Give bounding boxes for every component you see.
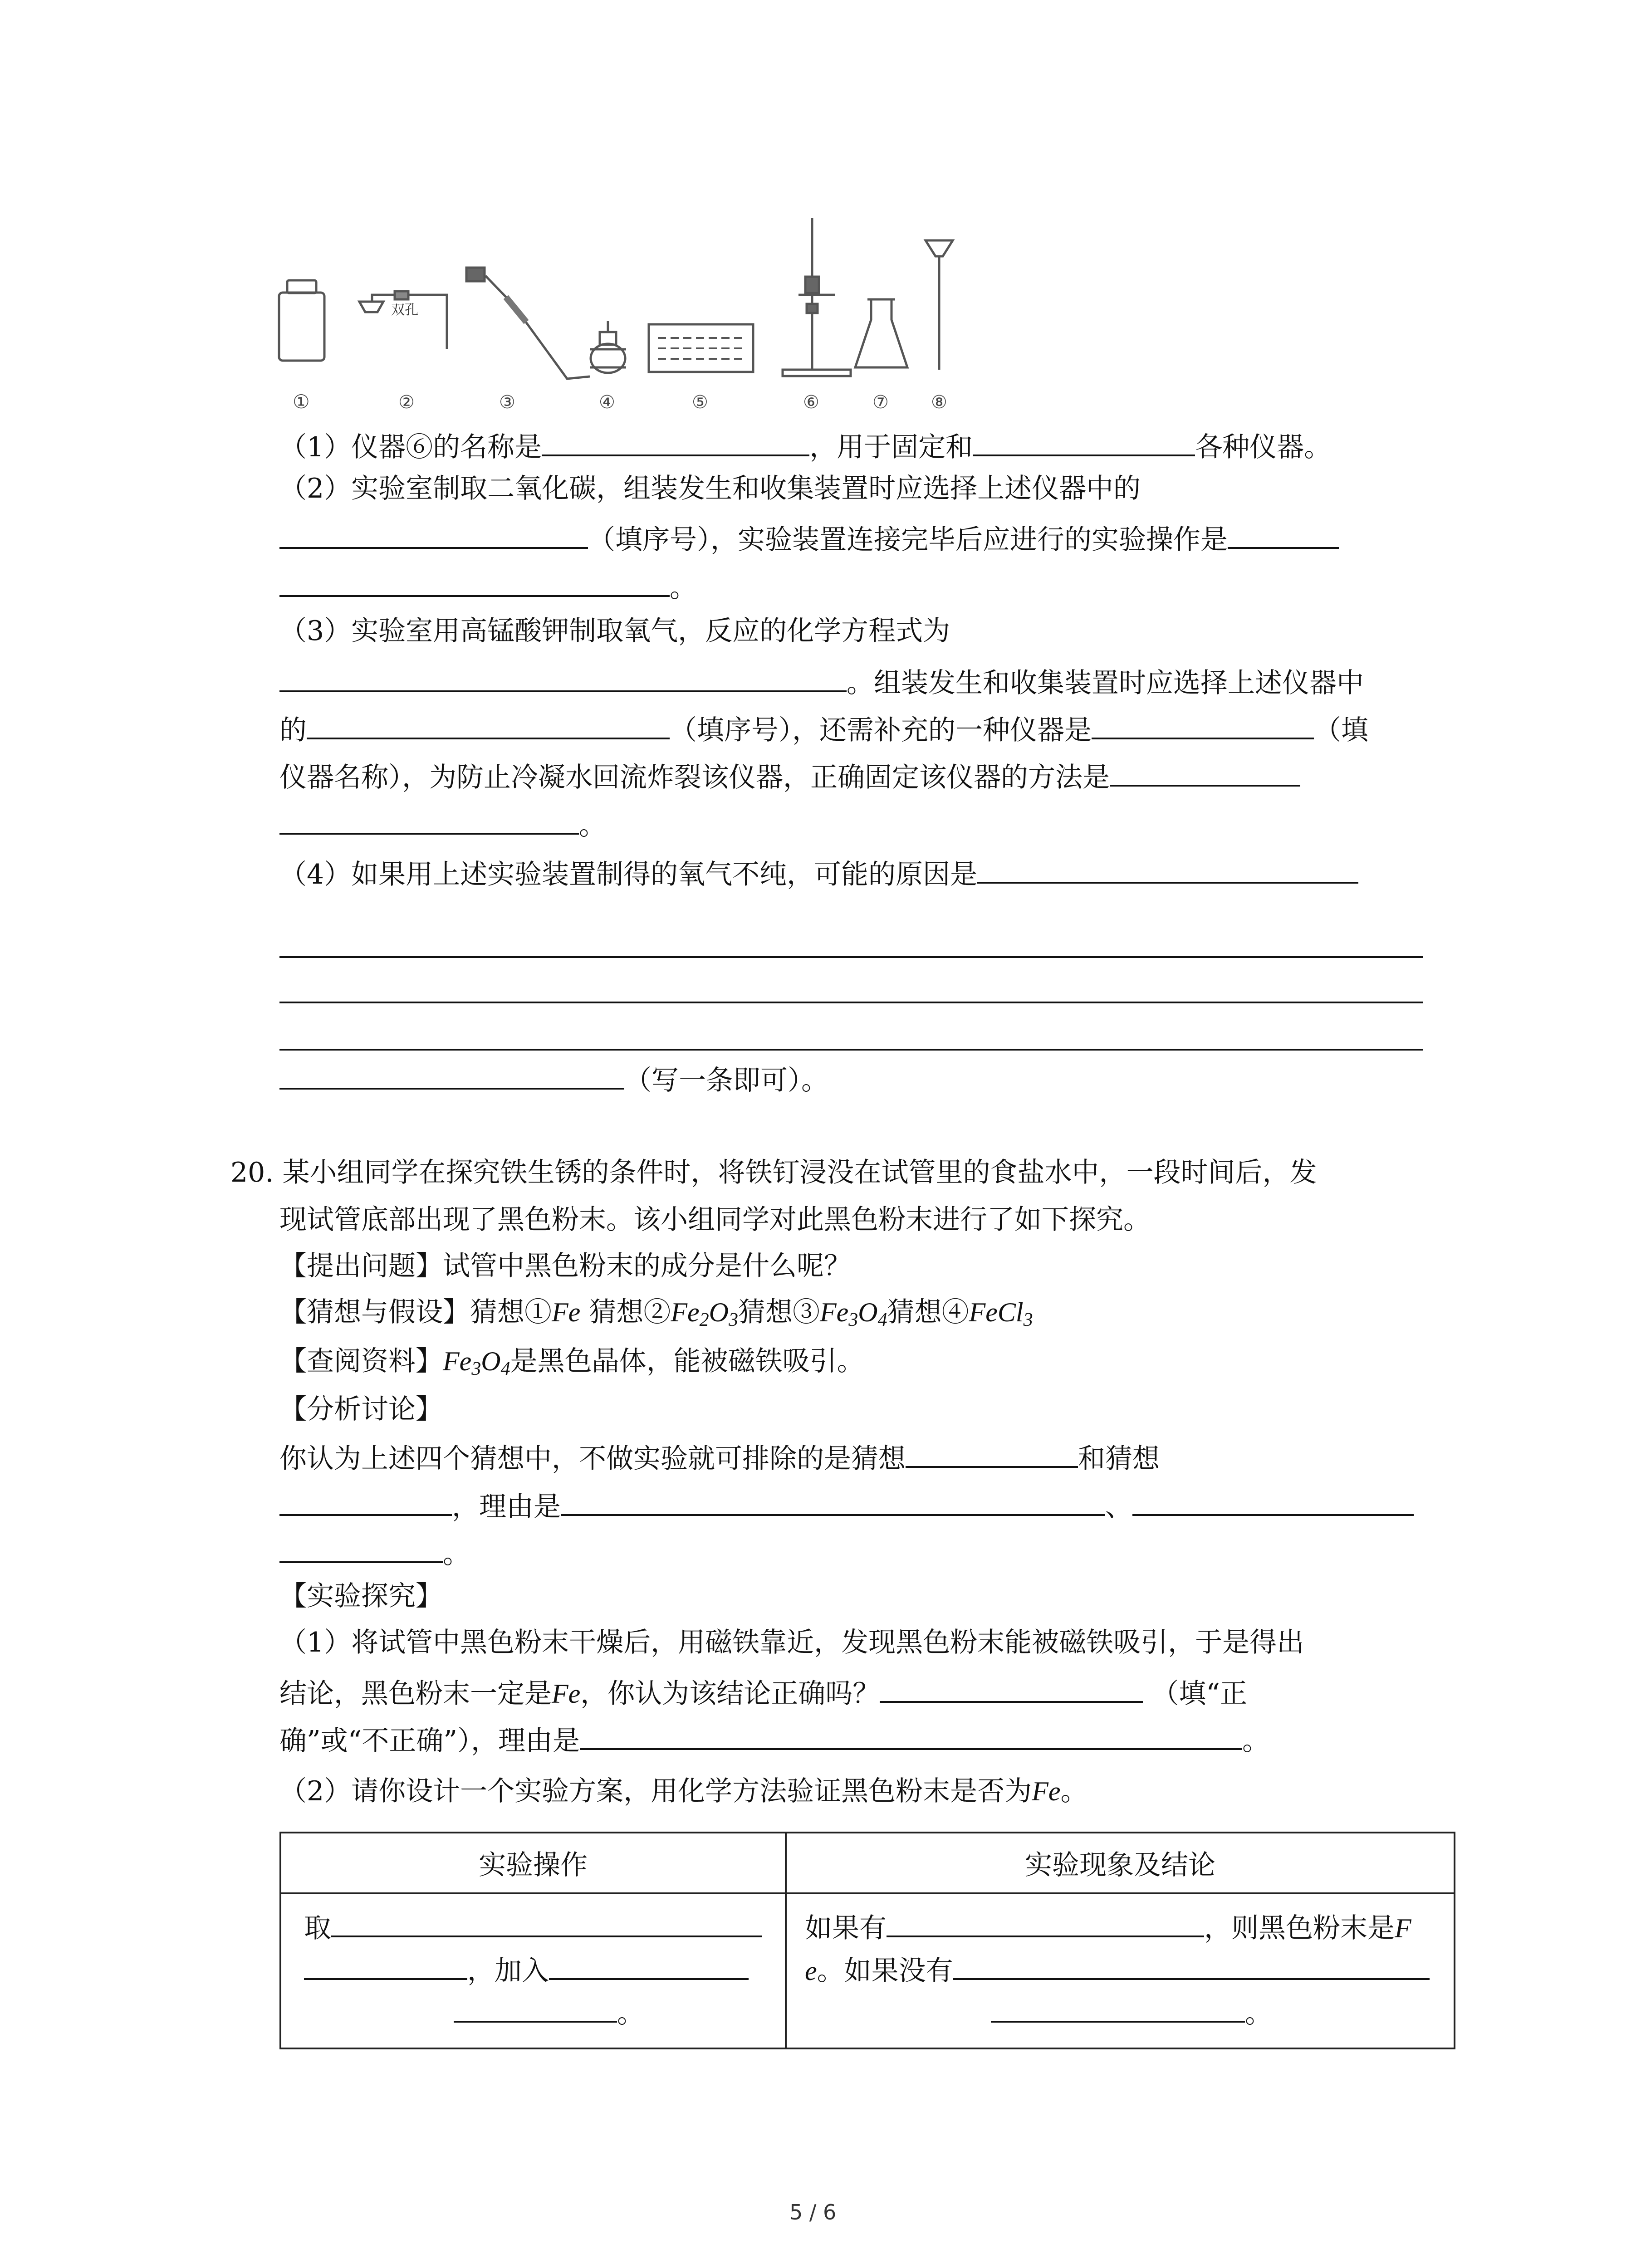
q20-blank-no-phenomenon[interactable] [953, 1952, 1430, 1980]
q19-part2-line3: 。 [279, 565, 697, 606]
experiment-table [279, 1832, 1455, 2049]
q19-blank-fixing-method[interactable] [1110, 755, 1300, 787]
table-header-operation: 实验操作 [280, 1833, 786, 1893]
apparatus-label-2: ② [398, 392, 415, 413]
page-number: 5 / 6 [789, 2200, 837, 2224]
q19-part3-line1: （3）实验室用高锰酸钾制取氧气，反应的化学方程式为 [279, 615, 950, 647]
q20-blank-take-cont[interactable] [304, 1952, 467, 1980]
alcohol-lamp-icon [590, 321, 626, 373]
q20-question: 【提出问题】试管中黑色粉末的成分是什么呢？ [279, 1250, 851, 1282]
apparatus-label-6: ⑥ [803, 392, 819, 413]
q19-answer-line-1[interactable] [279, 956, 1423, 958]
q20-blank-phenomenon[interactable] [887, 1909, 1204, 1937]
table-cell-operation: 取 ，加入 。 [280, 1893, 786, 2048]
q19-blank-equation[interactable] [279, 660, 847, 692]
apparatus-label-8: ⑧ [931, 392, 947, 413]
q20-blank-take[interactable] [331, 1909, 762, 1937]
gas-jar-icon [279, 280, 324, 361]
q19-blank-fixing-method-cont[interactable] [279, 803, 579, 835]
q19-part2-line1: （2）实验室制取二氧化碳，组装发生和收集装置时应选择上述仪器中的 [279, 473, 1141, 504]
q20-analysis-line2: ，理由是 、 [279, 1484, 1414, 1525]
apparatus-label-3: ③ [499, 392, 515, 413]
q20-exp2: （2）请你设计一个实验方案，用化学方法验证黑色粉末是否为Fe。 [279, 1775, 1088, 1807]
q20-analysis-line1: 你认为上述四个猜想中，不做实验就可排除的是猜想 和猜想 [279, 1436, 1160, 1477]
q19-part3-line4: 仪器名称），为防止冷凝水回流炸裂该仪器，正确固定该仪器的方法是 [279, 755, 1300, 796]
table-header-result: 实验现象及结论 [786, 1833, 1455, 1893]
q20-blank-reason-2-cont[interactable] [279, 1531, 443, 1563]
q19-answer-line-3[interactable] [279, 1049, 1423, 1051]
q20-exp1-line3: 确”或“不正确”），理由是 。 [279, 1718, 1269, 1760]
q20-analysis-label: 【分析讨论】 [279, 1393, 443, 1425]
q19-part2-line2: （填序号），实验装置连接完毕后应进行的实验操作是 [279, 517, 1339, 558]
q20-intro-line2: 现试管底部出现了黑色粉末。该小组同学对此黑色粉末进行了如下探究。 [279, 1204, 1151, 1236]
q19-blank-fixing[interactable] [973, 425, 1195, 456]
apparatus-illustration [272, 213, 962, 422]
q20-blank-reason-2[interactable] [1132, 1484, 1414, 1516]
q19-blank-instrument-name[interactable] [542, 425, 809, 456]
q20-blank-add[interactable] [549, 1952, 749, 1980]
formula-fe2o3: $Fe_2O_3$ [671, 1297, 738, 1330]
q19-part3-line2: 。组装发生和收集装置时应选择上述仪器中 [279, 660, 1364, 702]
question-number: 20. [230, 1157, 274, 1188]
apparatus-label-7: ⑦ [872, 392, 889, 413]
q19-part3-line3: 的 （填序号），还需补充的一种仪器是 （填 [279, 708, 1368, 749]
q19-part1: （1）仪器⑥的名称是 ，用于固定和 各种仪器。 [279, 425, 1331, 466]
q20-intro-line1: 20. 某小组同学在探究铁生锈的条件时，将铁钉浸没在试管里的食盐水中，一段时间后，发 [230, 1157, 1317, 1188]
stopper-tube-icon [359, 291, 447, 349]
formula-fe3o4: $Fe_3O_4$ [819, 1297, 887, 1330]
q20-experiment-label: 【实验探究】 [279, 1580, 443, 1612]
funnel-icon [926, 240, 953, 370]
q19-part4-line-end: （写一条即可）。 [279, 1058, 828, 1099]
q20-exp1-line1: （1）将试管中黑色粉末干燥后，用磁铁靠近，发现黑色粉末能被磁铁吸引，于是得出 [279, 1627, 1304, 1658]
q19-blank-o2-apparatus[interactable] [307, 708, 670, 739]
q19-part4-line1: （4）如果用上述实验装置制得的氧气不纯，可能的原因是 [279, 852, 1358, 893]
q20-blank-excluded-1[interactable] [906, 1436, 1078, 1468]
table-cell-result: 如果有 ，则黑色粉末是F e。如果没有 。 [786, 1893, 1455, 2048]
formula-fecl3: FeCl$_3$ [969, 1297, 1033, 1330]
formula-fe3o4-ref: $Fe_3O_4$ [443, 1346, 510, 1379]
q20-hypotheses: 【猜想与假设】猜想①Fe 猜想$②Fe_2O_3$猜想$③Fe_3O_4$猜想④FeCl$_3$ [279, 1296, 1033, 1330]
q19-blank-impure-reason-end[interactable] [279, 1058, 624, 1090]
iron-stand-icon [783, 218, 851, 376]
q20-blank-correct[interactable] [880, 1671, 1143, 1703]
q19-blank-co2-apparatus[interactable] [279, 517, 588, 549]
apparatus-label-4: ④ [599, 392, 615, 413]
q19-blank-extra-instrument[interactable] [1092, 708, 1314, 739]
water-trough-icon [649, 324, 753, 372]
conical-flask-icon [855, 299, 907, 367]
q20-reference: 【查阅资料】$Fe_3O_4$是黑色晶体，能被磁铁吸引。 [279, 1345, 864, 1379]
q19-blank-operation[interactable] [1228, 517, 1339, 549]
q19-part3-line5: 。 [279, 803, 606, 844]
q20-blank-add-cont[interactable] [454, 1994, 617, 2023]
q20-blank-reason-1[interactable] [561, 1484, 1105, 1516]
apparatus-label-1: ① [293, 391, 310, 413]
table-row [280, 1893, 1455, 2048]
stopper-label: 双孔 [391, 302, 418, 318]
q19-blank-impure-reason[interactable] [977, 852, 1358, 884]
q20-analysis-line3: 。 [279, 1531, 470, 1573]
q20-blank-correct-reason[interactable] [580, 1718, 1242, 1750]
apparatus-label-5: ⑤ [692, 392, 708, 413]
q20-blank-conclusion[interactable] [991, 1994, 1245, 2023]
q19-blank-operation-cont[interactable] [279, 565, 670, 597]
q19-answer-line-2[interactable] [279, 1002, 1423, 1003]
q20-exp1-line2: 结论，黑色粉末一定是Fe，你认为该结论正确吗？ （填“正 [279, 1671, 1247, 1712]
q20-blank-excluded-2[interactable] [279, 1484, 452, 1516]
delivery-tube-icon [466, 268, 590, 379]
table-header-row [280, 1833, 1455, 1893]
